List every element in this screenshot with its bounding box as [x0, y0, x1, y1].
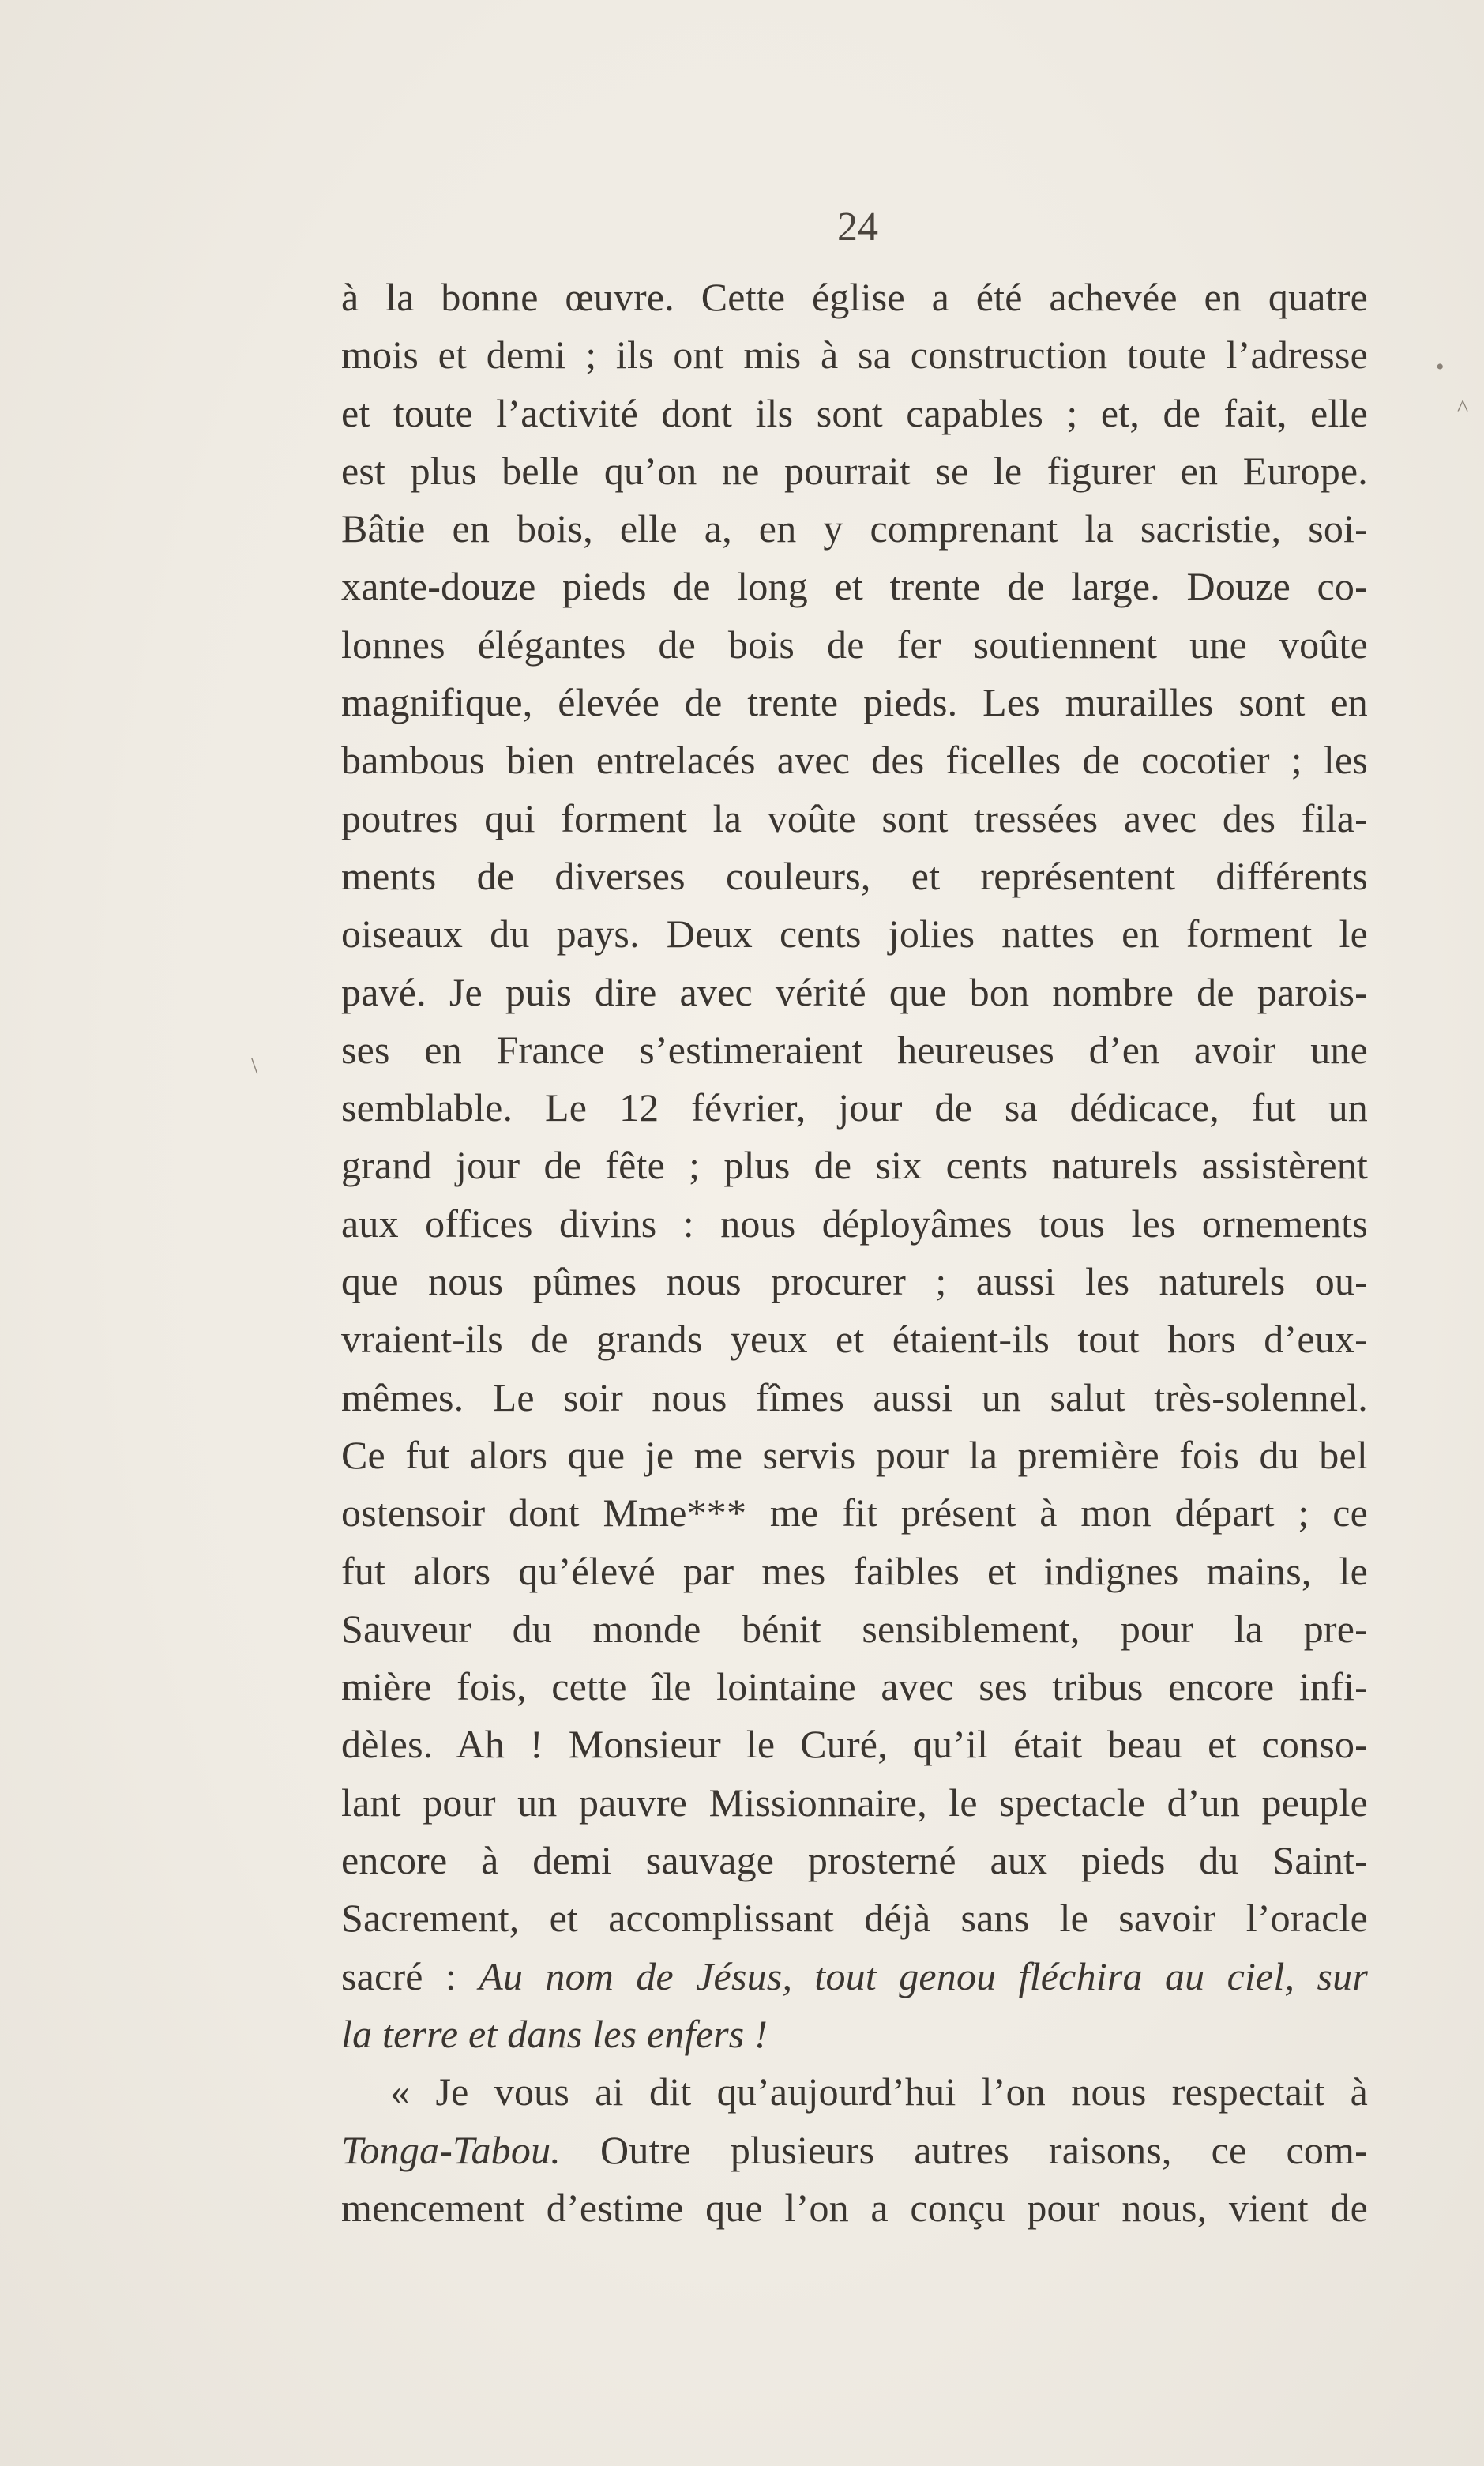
italic-text: Au nom de Jésus, tout genou fléchira au ciel, sur — [479, 1953, 1368, 1998]
text-line — [341, 1195, 1368, 1253]
italic-text: Tonga-Tabou. — [341, 2127, 561, 2172]
text-line — [341, 269, 1368, 326]
text-segment: ments de diverses couleurs, et représentent différents — [341, 853, 1368, 898]
text-line — [341, 326, 1368, 384]
text-segment: lant pour un pauvre Missionnaire, le spectacle d’un peuple — [341, 1780, 1368, 1825]
text-line — [341, 790, 1368, 848]
text-segment: oiseaux du pays. Deux cents jolies nattes en forment le — [341, 912, 1368, 957]
text-segment: Sauveur du monde bénit sensiblement, pour la pre- — [341, 1606, 1368, 1651]
text-line — [341, 500, 1368, 558]
body-text — [341, 269, 1368, 2237]
text-line — [341, 1832, 1368, 1889]
text-line — [341, 2006, 1368, 2063]
text-segment: pavé. Je puis dire avec vérité que bon nombre de parois- — [341, 969, 1368, 1014]
text-segment: Bâtie en bois, elle a, en y comprenant la sacristie, soi- — [341, 506, 1368, 551]
text-segment: semblable. Le 12 février, jour de sa dédicace, fut un — [341, 1085, 1368, 1130]
text-line — [341, 1079, 1368, 1137]
text-segment: poutres qui forment la voûte sont tressées avec des fila- — [341, 795, 1368, 840]
text-line — [341, 1600, 1368, 1658]
margin-mark-dot: • — [1436, 354, 1445, 380]
text-segment: fut alors qu’élevé par mes faibles et indignes mains, le — [341, 1548, 1368, 1593]
text-line — [341, 905, 1368, 963]
text-line — [341, 1369, 1368, 1427]
text-segment: mêmes. Le soir nous fîmes aussi un salut très-solennel. — [341, 1374, 1368, 1419]
text-line — [341, 2063, 1368, 2121]
text-line — [341, 1137, 1368, 1194]
italic-text: la terre et dans les enfers ! — [341, 2011, 768, 2056]
text-segment: à la bonne œuvre. Cette église a été achevée en quatre — [341, 275, 1368, 319]
text-line — [341, 1310, 1368, 1368]
text-segment: « Je vous ai dit qu’aujourd’hui l’on nous respectait à — [390, 2069, 1368, 2115]
text-segment: que nous pûmes nous procurer ; aussi les naturels ou- — [341, 1259, 1368, 1304]
page-number: 24 — [837, 205, 878, 250]
text-line — [341, 964, 1368, 1021]
text-segment: mière fois, cette île lointaine avec ses tribus encore infi- — [341, 1664, 1368, 1709]
text-line — [341, 558, 1368, 615]
text-line — [341, 1253, 1368, 1310]
text-line — [341, 674, 1368, 731]
text-segment: mois et demi ; ils ont mis à sa construction toute l’adresse — [341, 333, 1368, 378]
text-line — [341, 1658, 1368, 1716]
text-line — [341, 1774, 1368, 1832]
text-segment: vraient-ils de grands yeux et étaient-ils tout hors d’eux- — [341, 1317, 1368, 1362]
text-line — [341, 1427, 1368, 1484]
text-segment: est plus belle qu’on ne pourrait se le figurer en Europe. — [341, 448, 1368, 493]
text-line — [341, 385, 1368, 442]
text-line — [341, 2179, 1368, 2237]
text-line — [341, 1716, 1368, 1773]
text-segment: encore à demi sauvage prosterné aux pieds du Saint- — [341, 1838, 1368, 1883]
text-segment: Ce fut alors que je me servis pour la première fois du bel — [341, 1432, 1368, 1477]
text-segment: bambous bien entrelacés avec des ficelles de cocotier ; les — [341, 738, 1368, 783]
text-segment: ostensoir dont Mme*** me fit présent à mon départ ; ce — [341, 1491, 1368, 1536]
margin-mark-caret: ^ — [1457, 395, 1469, 421]
text-segment: sacré : — [341, 1953, 479, 1998]
text-segment: grand jour de fête ; plus de six cents naturels assistèrent — [341, 1143, 1368, 1188]
text-line — [341, 2122, 1368, 2179]
text-line — [341, 1543, 1368, 1600]
text-line — [341, 848, 1368, 905]
text-line — [341, 1948, 1368, 2006]
text-segment: et toute l’activité dont ils sont capables ; et, de fait, elle — [341, 390, 1368, 435]
text-segment: mencement d’estime que l’on a conçu pour nous, vient de — [341, 2185, 1368, 2230]
text-line — [341, 1889, 1368, 1947]
text-line — [341, 616, 1368, 674]
text-line — [341, 731, 1368, 789]
text-line — [341, 1021, 1368, 1079]
text-segment: aux offices divins : nous déployâmes tous les ornements — [341, 1201, 1368, 1246]
text-segment: Sacrement, et accomplissant déjà sans le savoir l’oracle — [341, 1896, 1368, 1941]
margin-mark-slash: \ — [251, 1053, 258, 1079]
text-segment: lonnes élégantes de bois de fer soutiennent une voûte — [341, 622, 1368, 667]
text-line — [341, 1484, 1368, 1542]
text-segment: ses en France s’estimeraient heureuses d’en avoir une — [341, 1027, 1368, 1072]
text-segment: xante-douze pieds de long et trente de large. Douze co- — [341, 564, 1368, 609]
text-line — [341, 442, 1368, 500]
text-segment: magnifique, élevée de trente pieds. Les murailles sont en — [341, 680, 1368, 725]
text-segment: Outre plusieurs autres raisons, ce com- — [561, 2127, 1368, 2172]
text-segment: dèles. Ah ! Monsieur le Curé, qu’il était beau et conso- — [341, 1722, 1368, 1767]
